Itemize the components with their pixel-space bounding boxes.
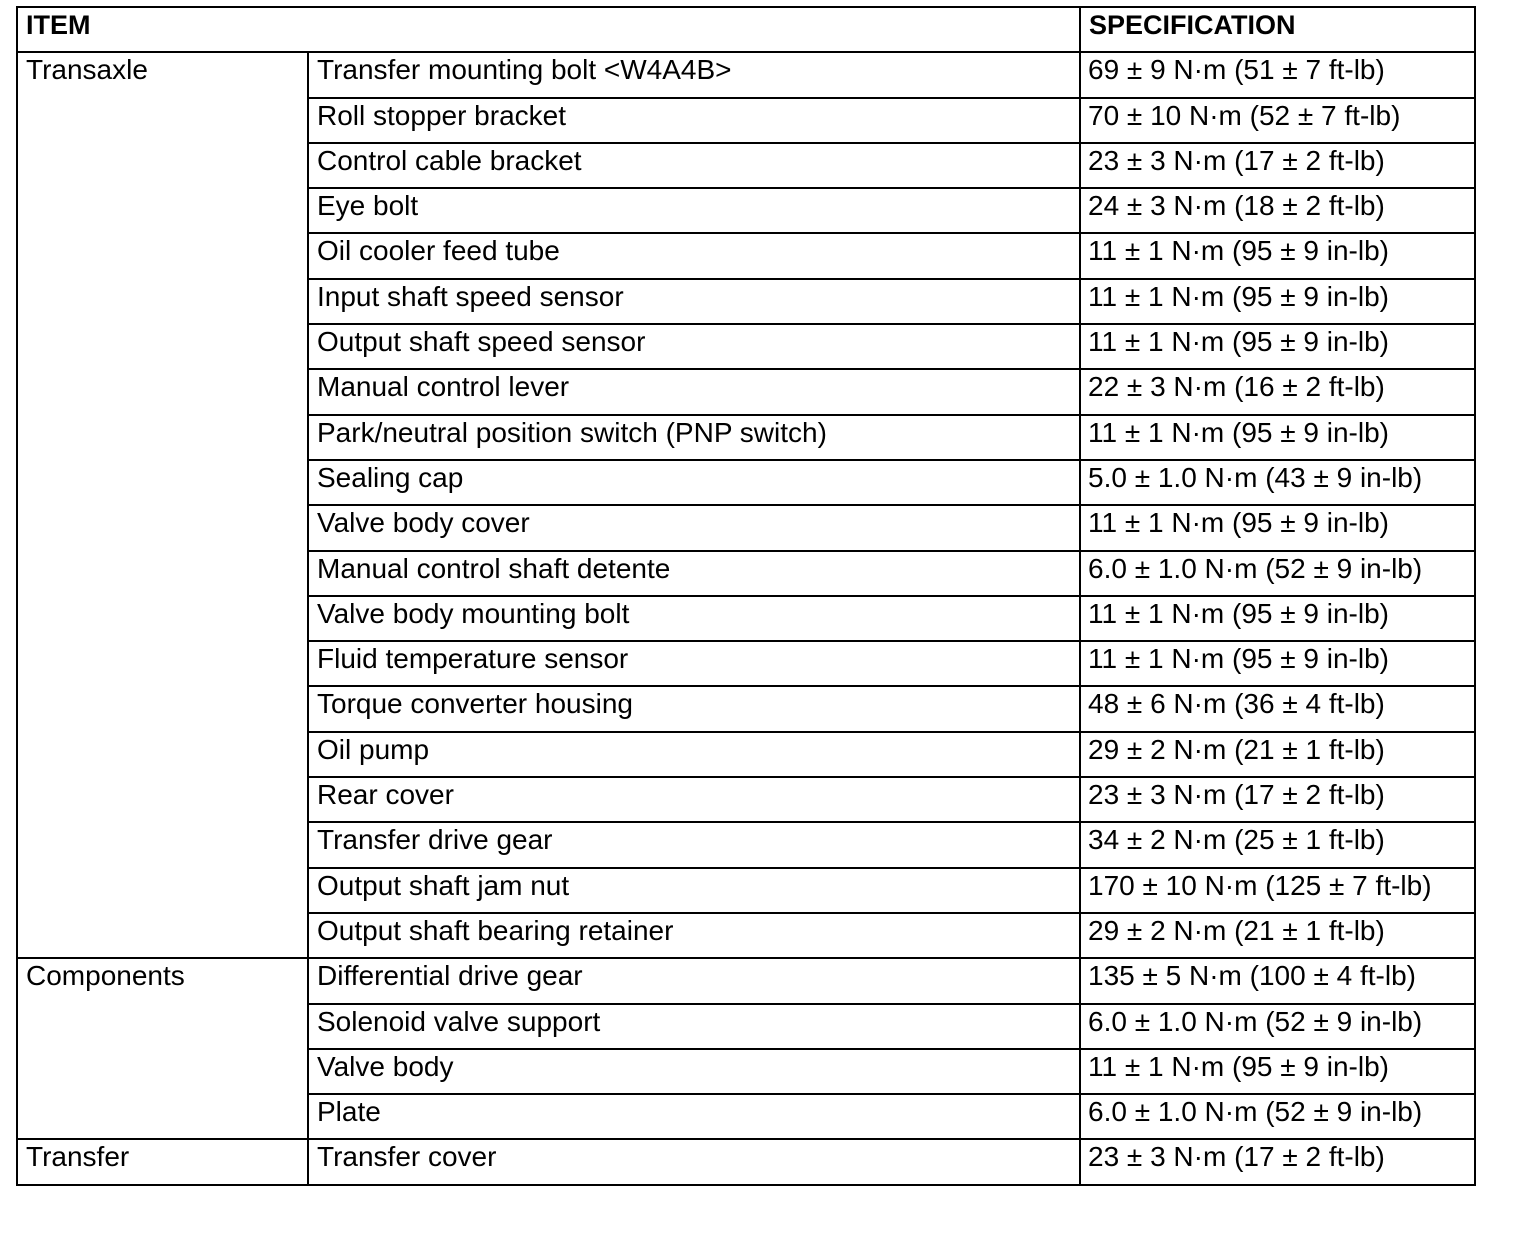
item-cell: Valve body mounting bolt — [308, 596, 1080, 641]
group-label: Transaxle — [17, 52, 308, 958]
specification-cell: 34 ± 2 N·m (25 ± 1 ft-lb) — [1080, 822, 1475, 867]
specification-cell: 48 ± 6 N·m (36 ± 4 ft-lb) — [1080, 686, 1475, 731]
item-cell: Output shaft speed sensor — [308, 324, 1080, 369]
specification-cell: 29 ± 2 N·m (21 ± 1 ft-lb) — [1080, 913, 1475, 958]
item-cell: Transfer drive gear — [308, 822, 1080, 867]
specification-cell: 11 ± 1 N·m (95 ± 9 in-lb) — [1080, 641, 1475, 686]
table-body — [17, 52, 1475, 1184]
specification-cell: 23 ± 3 N·m (17 ± 2 ft-lb) — [1080, 777, 1475, 822]
specification-cell: 22 ± 3 N·m (16 ± 2 ft-lb) — [1080, 369, 1475, 414]
item-cell: Manual control shaft detente — [308, 551, 1080, 596]
item-cell: Park/neutral position switch (PNP switch) — [308, 415, 1080, 460]
specification-cell: 70 ± 10 N·m (52 ± 7 ft-lb) — [1080, 98, 1475, 143]
header-row — [17, 7, 1475, 52]
group-label: Transfer — [17, 1139, 308, 1184]
item-cell: Plate — [308, 1094, 1080, 1139]
table-row — [17, 958, 1475, 1003]
item-cell: Eye bolt — [308, 188, 1080, 233]
item-cell: Output shaft bearing retainer — [308, 913, 1080, 958]
item-cell: Valve body — [308, 1049, 1080, 1094]
specification-cell: 11 ± 1 N·m (95 ± 9 in-lb) — [1080, 279, 1475, 324]
specification-cell: 11 ± 1 N·m (95 ± 9 in-lb) — [1080, 324, 1475, 369]
item-cell: Oil cooler feed tube — [308, 233, 1080, 278]
item-cell: Control cable bracket — [308, 143, 1080, 188]
specification-cell: 24 ± 3 N·m (18 ± 2 ft-lb) — [1080, 188, 1475, 233]
group-label: Components — [17, 958, 308, 1139]
item-cell: Roll stopper bracket — [308, 98, 1080, 143]
item-cell: Solenoid valve support — [308, 1004, 1080, 1049]
item-cell: Sealing cap — [308, 460, 1080, 505]
table-row — [17, 52, 1475, 97]
specification-cell: 6.0 ± 1.0 N·m (52 ± 9 in-lb) — [1080, 1004, 1475, 1049]
item-cell: Output shaft jam nut — [308, 868, 1080, 913]
table-row — [17, 1139, 1475, 1184]
item-cell: Rear cover — [308, 777, 1080, 822]
specification-cell: 23 ± 3 N·m (17 ± 2 ft-lb) — [1080, 143, 1475, 188]
specification-cell: 5.0 ± 1.0 N·m (43 ± 9 in-lb) — [1080, 460, 1475, 505]
specification-cell: 29 ± 2 N·m (21 ± 1 ft-lb) — [1080, 732, 1475, 777]
item-cell: Differential drive gear — [308, 958, 1080, 1003]
specification-column-header: SPECIFICATION — [1080, 7, 1475, 52]
specification-cell: 11 ± 1 N·m (95 ± 9 in-lb) — [1080, 596, 1475, 641]
item-cell: Input shaft speed sensor — [308, 279, 1080, 324]
specification-cell: 11 ± 1 N·m (95 ± 9 in-lb) — [1080, 1049, 1475, 1094]
specification-cell: 11 ± 1 N·m (95 ± 9 in-lb) — [1080, 233, 1475, 278]
specification-cell: 23 ± 3 N·m (17 ± 2 ft-lb) — [1080, 1139, 1475, 1184]
specification-cell: 6.0 ± 1.0 N·m (52 ± 9 in-lb) — [1080, 1094, 1475, 1139]
specification-cell: 6.0 ± 1.0 N·m (52 ± 9 in-lb) — [1080, 551, 1475, 596]
item-column-header: ITEM — [17, 7, 1080, 52]
item-cell: Oil pump — [308, 732, 1080, 777]
specification-cell: 135 ± 5 N·m (100 ± 4 ft-lb) — [1080, 958, 1475, 1003]
item-cell: Fluid temperature sensor — [308, 641, 1080, 686]
specification-cell: 170 ± 10 N·m (125 ± 7 ft-lb) — [1080, 868, 1475, 913]
item-cell: Valve body cover — [308, 505, 1080, 550]
specification-cell: 11 ± 1 N·m (95 ± 9 in-lb) — [1080, 505, 1475, 550]
torque-spec-table — [16, 6, 1476, 1186]
item-cell: Manual control lever — [308, 369, 1080, 414]
item-cell: Transfer cover — [308, 1139, 1080, 1184]
item-cell: Torque converter housing — [308, 686, 1080, 731]
specification-cell: 69 ± 9 N·m (51 ± 7 ft-lb) — [1080, 52, 1475, 97]
item-cell: Transfer mounting bolt <W4A4B> — [308, 52, 1080, 97]
specification-cell: 11 ± 1 N·m (95 ± 9 in-lb) — [1080, 415, 1475, 460]
